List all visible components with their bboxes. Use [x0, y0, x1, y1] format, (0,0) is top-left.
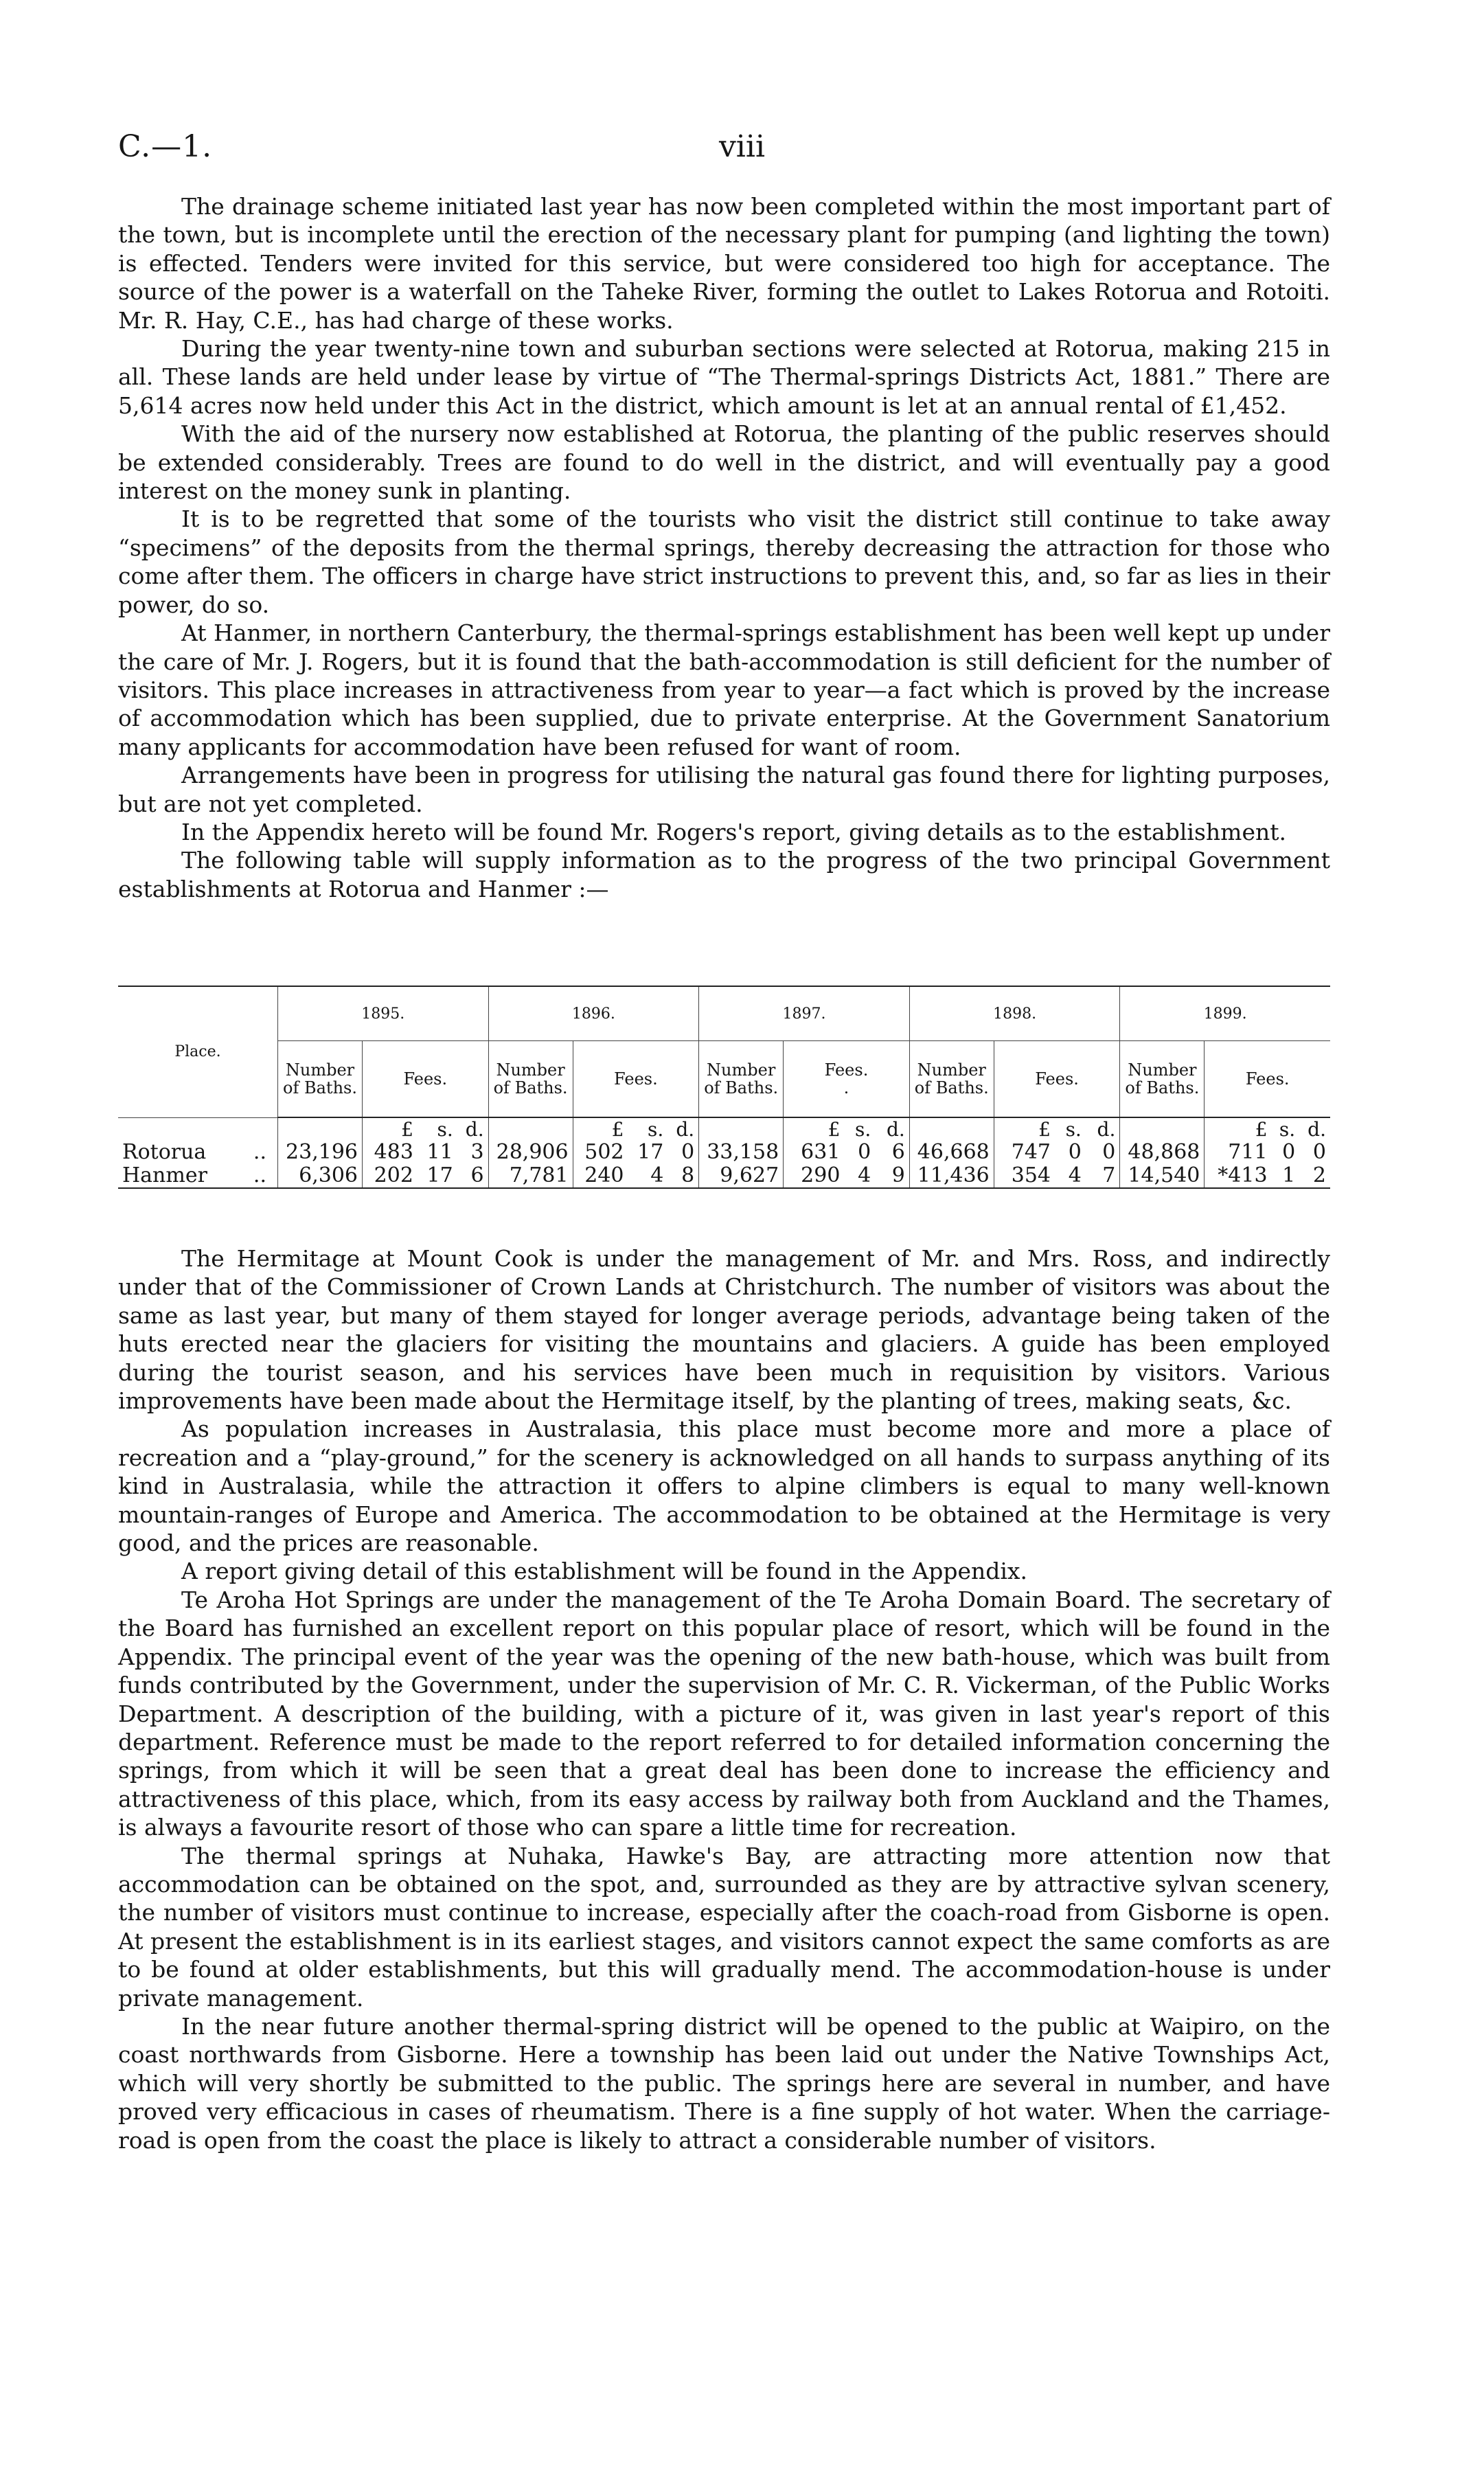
shillings-cell: 11: [426, 1140, 453, 1164]
paragraph: As population increases in Australasia, this place must become more and more a place of recreation and a “play-ground,” for the scenery is acknowledged on all hands to surpass anything of its kind in Australasia, while the attraction it offers to alpine climbers is equal to many well-known mountain-ranges of Europe and America. The accommodation to be obtained at the Hermitage is very good, and the prices are reasonable.: [118, 1415, 1330, 1557]
year-header: 1896.: [488, 986, 699, 1041]
shillings-cell: 4: [844, 1164, 875, 1188]
paragraph: In the near future another thermal-spring district will be opened to the public at Waipiro, on the coast northwards from Gisborne. Here a township has been laid out under the Native Townships Act, which will very shortly be submitted to the public. The springs here are several in number, and have proved very efficacious in cases of rheumatism. There is a fine supply of hot water. When the carriage-road is open from the coast the place is likely to attract a considerable number of visitors.: [118, 2012, 1330, 2154]
page-header: [118, 129, 1366, 170]
fees-label: Fees.: [824, 1060, 869, 1080]
pounds-unit: £: [611, 1118, 624, 1141]
pounds-cell: 631: [801, 1140, 841, 1164]
baths-cell: 23,196: [278, 1141, 363, 1164]
baths-cell: 9,627: [699, 1164, 784, 1188]
fees-header: Fees.: [573, 1041, 699, 1118]
fees-header: Fees.: [363, 1041, 489, 1118]
paragraph: The drainage scheme initiated last year has now been completed within the most important part of the town, but is incomplete until the erection of the necessary plant for pumping (and lighting the town) is effected. Tenders were invited for this service, but were considered too high for acceptance. The source of the power is a waterfall on the Taheke River, forming the outlet to Lakes Rotorua and Rotoiti. Mr. R. Hay, C.E., has had charge of these works.: [118, 193, 1330, 334]
baths-header: Number of Baths.: [1120, 1041, 1205, 1118]
pence-cell: 6: [875, 1141, 909, 1164]
document-code: C.—1.: [118, 129, 213, 164]
shillings-unit: s.: [648, 1118, 664, 1141]
baths-fees-table: [118, 986, 1330, 1189]
shillings-cell: 0: [1068, 1140, 1082, 1164]
fees-header: [784, 1041, 910, 1118]
paragraph: With the aid of the nursery now established at Rotorua, the planting of the public reserves should be extended considerably. Trees are found to do well in the district, and will eventually pay a good interest on the money sunk in planting.: [118, 420, 1330, 505]
pence-cell: 9: [875, 1164, 909, 1188]
shillings-cell: 0: [858, 1140, 871, 1164]
fees-header: Fees.: [1205, 1041, 1330, 1118]
pence-cell: 6: [457, 1164, 488, 1188]
place-header: Place.: [118, 986, 278, 1117]
pounds-cell: 483: [374, 1140, 413, 1164]
baths-cell: 48,868: [1120, 1141, 1205, 1164]
pence-cell: 8: [667, 1164, 698, 1188]
year-header: 1899.: [1120, 986, 1330, 1041]
pence-cell: 0: [1086, 1141, 1120, 1164]
pence-cell: 2: [1299, 1164, 1330, 1188]
baths-cell: 46,668: [909, 1141, 994, 1164]
paragraph: Arrangements have been in progress for utilising the natural gas found there for lighting purposes, but are not yet completed.: [118, 762, 1330, 817]
shillings-unit: s.: [1279, 1118, 1296, 1141]
pence-cell: 3: [457, 1141, 488, 1164]
pence-unit: d.: [1086, 1117, 1120, 1141]
place-name: Rotorua: [122, 1140, 207, 1164]
leader-dots: ..: [253, 1140, 266, 1164]
shillings-unit: s.: [1065, 1118, 1082, 1141]
paragraph: In the Appendix hereto will be found Mr. Rogers's report, giving details as to the establishment.: [181, 818, 1286, 845]
year-header: 1895.: [278, 986, 489, 1041]
pounds-unit: £: [827, 1118, 841, 1141]
pence-unit: d.: [457, 1117, 488, 1141]
pounds-unit: £: [1038, 1118, 1051, 1141]
place-name: Hanmer: [122, 1163, 207, 1187]
shillings-cell: 1: [1272, 1164, 1300, 1188]
pounds-unit: £: [401, 1118, 413, 1141]
baths-cell: 33,158: [699, 1141, 784, 1164]
paragraph: The following table will supply information as to the progress of the two principal Government establishments at Rotorua and Hanmer :—: [118, 847, 1330, 902]
shillings-unit: s.: [437, 1118, 453, 1141]
pence-cell: 0: [1312, 1140, 1326, 1164]
pounds-cell: 354: [994, 1164, 1055, 1188]
paragraph: A report giving detail of this establishment will be found in the Appendix.: [181, 1558, 1028, 1585]
shillings-cell: 0: [1282, 1140, 1296, 1164]
pence-unit: d.: [667, 1117, 698, 1141]
page-number: viii: [718, 129, 766, 164]
shillings-cell: 17: [418, 1164, 457, 1188]
baths-header: Number of Baths.: [699, 1041, 784, 1118]
baths-cell: 14,540: [1120, 1164, 1205, 1188]
fees-mark: .: [843, 1078, 849, 1097]
pounds-unit: £: [1255, 1118, 1268, 1141]
shillings-cell: 4: [1055, 1164, 1086, 1188]
table-row: [118, 1141, 1330, 1164]
baths-cell: 7,781: [488, 1164, 573, 1188]
pounds-cell: 202: [363, 1164, 418, 1188]
paragraph: The Hermitage at Mount Cook is under the management of Mr. and Mrs. Ross, and indirectly under that of the Commissioner of Crown Lands at Christchurch. The number of visitors was about the same as last year, but many of them stayed for longer average periods, advantage being taken of the huts erected near the glaciers for visiting the mountains and glaciers. A guide has been employed during the tourist season, and his services have been much in requisition by visitors. Various improvements have been made about the Hermitage itself, by the planting of trees, making seats, &c.: [118, 1245, 1330, 1415]
baths-header: Number of Baths.: [278, 1041, 363, 1118]
pounds-cell: *413: [1205, 1164, 1272, 1188]
pence-unit: d.: [875, 1117, 909, 1141]
body-text-bottom: [118, 1244, 1330, 2154]
pence-cell: 7: [1086, 1164, 1120, 1188]
baths-cell: 6,306: [278, 1164, 363, 1188]
shillings-unit: s.: [854, 1118, 871, 1141]
leader-dots: ..: [253, 1163, 266, 1187]
year-header: 1898.: [909, 986, 1120, 1041]
shillings-cell: 17: [637, 1140, 664, 1164]
pounds-cell: 290: [784, 1164, 845, 1188]
baths-cell: 28,906: [488, 1141, 573, 1164]
body-text-top: [118, 192, 1330, 903]
baths-cell: 11,436: [909, 1164, 994, 1188]
pounds-cell: 747: [1011, 1140, 1051, 1164]
baths-header: Number of Baths.: [909, 1041, 994, 1118]
paragraph: At Hanmer, in northern Canterbury, the thermal-springs establishment has been well kept up under the care of Mr. J. Rogers, but it is found that the bath-accommodation is still deficient for the number of visitors. This place increases in attractiveness from year to year—a fact which is proved by the increase of accommodation which has been supplied, due to private enterprise. At the Government Sanatorium many applicants for accommodation have been refused for want of room.: [118, 619, 1330, 760]
pounds-cell: 711: [1228, 1140, 1268, 1164]
paragraph: It is to be regretted that some of the tourists who visit the district still continue to take away “specimens” of the deposits from the thermal springs, thereby decreasing the attraction for those who come after them. The officers in charge have strict instructions to prevent this, and, so far as lies in their power, do so.: [118, 505, 1330, 618]
paragraph: The thermal springs at Nuhaka, Hawke's Bay, are attracting more attention now that accommodation can be obtained on the spot, and, surrounded as they are by attractive sylvan scenery, the number of visitors must continue to increase, especially after the coach-road from Gisborne is open. At present the establishment is in its earliest stages, and visitors cannot expect the same comforts as are to be found at older establishments, but this will gradually mend. The accommodation-house is under private management.: [118, 1842, 1330, 2012]
pence-unit: d.: [1308, 1118, 1326, 1141]
paragraph: During the year twenty-nine town and suburban sections were selected at Rotorua, making 215 in all. These lands are held under lease by virtue of “The Thermal-springs Districts Act, 1881.” There are 5,614 acres now held under this Act in the district, which amount is let at an annual rental of £1,452.: [118, 335, 1330, 419]
fees-header: Fees.: [994, 1041, 1120, 1118]
baths-header: Number of Baths.: [488, 1041, 573, 1118]
pence-cell: 0: [667, 1141, 698, 1164]
pounds-cell: 240: [573, 1164, 628, 1188]
pounds-cell: 502: [584, 1140, 624, 1164]
shillings-cell: 4: [628, 1164, 668, 1188]
currency-units-row: [118, 1117, 1330, 1141]
paragraph: Te Aroha Hot Springs are under the management of the Te Aroha Domain Board. The secretary of the Board has furnished an excellent report on this popular place of resort, which will be found in the Appendix. The principal event of the year was the opening of the new bath-house, which was built from funds contributed by the Government, under the supervision of Mr. C. R. Vickerman, of the Public Works Department. A description of the building, with a picture of it, was given in last year's report of this department. Reference must be made to the report referred to for detailed information concerning the springs, from which it will be seen that a great deal has been done to increase the efficiency and attractiveness of this place, which, from its easy access by railway both from Auckland and the Thames, is always a favourite resort of those who can spare a little time for recreation.: [118, 1586, 1330, 1841]
table-row: [118, 1164, 1330, 1188]
year-header: 1897.: [699, 986, 910, 1041]
